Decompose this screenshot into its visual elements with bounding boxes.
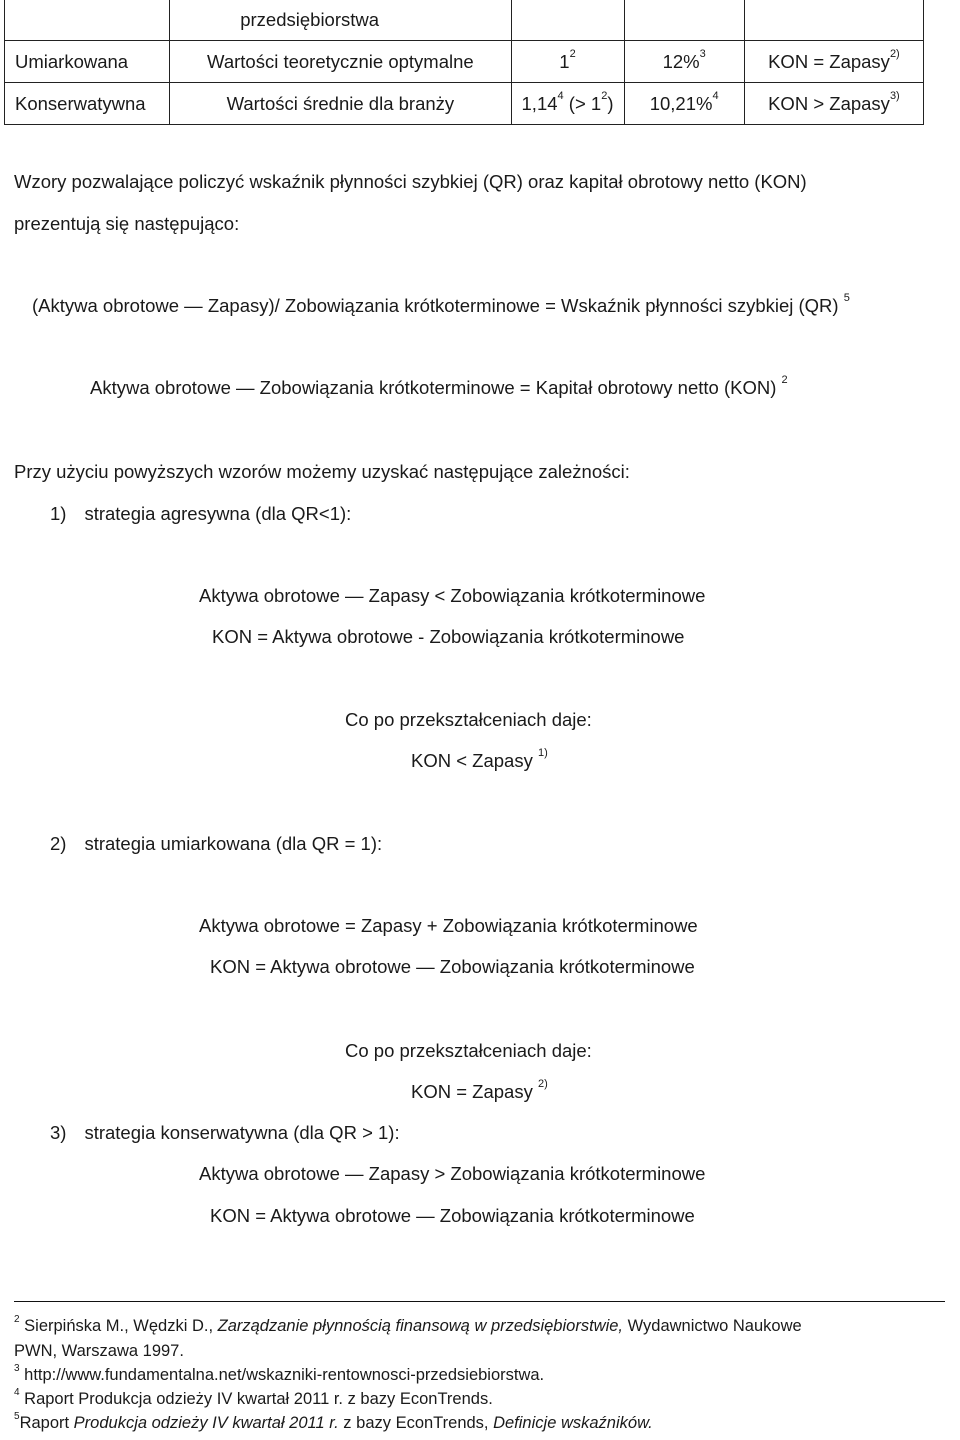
table-cell	[744, 0, 923, 41]
table-cell: KON > Zapasy$^{3)}$	[744, 83, 923, 125]
formula-kon: Aktywa obrotowe — Zobowiązania krótkoterminowe = Kapitał obrotowy netto (KON) $^2$	[90, 374, 788, 398]
table-cell: Konserwatywna	[5, 83, 170, 125]
strategy-table	[4, 0, 924, 125]
table-cell: KON = Zapasy$^{2)}$	[744, 41, 923, 83]
strategy-2-result: KON = Zapasy $^{2)}$	[411, 1078, 548, 1102]
footnote-3: $^3$ http://www.fundamentalna.net/wskazniki-rentownosci-przedsiebiorstwa.	[14, 1363, 545, 1384]
table-cell: przedsiębiorstwa	[170, 0, 511, 41]
strategy-1-formula-2: KON = Aktywa obrotowe - Zobowiązania krótkoterminowe	[212, 626, 685, 647]
table-cell: Wartości średnie dla branży	[170, 83, 511, 125]
table-row	[5, 83, 924, 125]
table-cell	[511, 0, 624, 41]
footnote-separator	[14, 1301, 945, 1302]
table-row	[5, 41, 924, 83]
strategy-3-formula-2: KON = Aktywa obrotowe — Zobowiązania krótkoterminowe	[210, 1205, 695, 1226]
footnote-2-cont: PWN, Warszawa 1997.	[14, 1342, 184, 1360]
table-row	[5, 0, 924, 41]
strategy-1-formula-1: Aktywa obrotowe — Zapasy < Zobowiązania krótkoterminowe	[199, 585, 706, 606]
footnote-5: $^5$Raport Produkcja odzieży IV kwartał 2011 r. z bazy EconTrends, Definicje wskaźników.	[14, 1411, 653, 1432]
footnote-4: $^4$ Raport Produkcja odzieży IV kwartał 2011 r. z bazy EconTrends.	[14, 1387, 493, 1408]
strategy-1-heading: 1) strategia agresywna (dla QR<1):	[50, 503, 352, 524]
intro-line-2: prezentują się następująco:	[14, 213, 240, 234]
table-cell: 12%$^3$	[624, 41, 744, 83]
strategy-1-after: Co po przekształceniach daje:	[345, 709, 592, 730]
relations-intro: Przy użyciu powyższych wzorów możemy uzyskać następujące zależności:	[14, 461, 630, 482]
strategy-2-formula-2: KON = Aktywa obrotowe — Zobowiązania krótkoterminowe	[210, 956, 695, 977]
table-cell: 10,21%$^4$	[624, 83, 744, 125]
strategy-2-after: Co po przekształceniach daje:	[345, 1040, 592, 1061]
strategy-2-formula-1: Aktywa obrotowe = Zapasy + Zobowiązania krótkoterminowe	[199, 915, 698, 936]
table-cell	[5, 0, 170, 41]
table-cell	[624, 0, 744, 41]
formula-qr: (Aktywa obrotowe — Zapasy)/ Zobowiązania krótkoterminowe = Wskaźnik płynności szybkiej (QR) $^5$	[32, 292, 850, 316]
table-cell: 1,14$^4$ (> $1^2$)	[511, 83, 624, 125]
table-cell: Wartości teoretycznie optymalne	[170, 41, 511, 83]
footnote-2: $^2$ Sierpińska M., Wędzki D., Zarządzanie płynnością finansową w przedsiębiorstwie, Wydawnictwo Naukowe	[14, 1314, 802, 1335]
strategy-1-result: KON < Zapasy $^{1)}$	[411, 747, 548, 771]
strategy-2-heading: 2) strategia umiarkowana (dla QR = 1):	[50, 833, 383, 854]
strategy-3-formula-1: Aktywa obrotowe — Zapasy > Zobowiązania krótkoterminowe	[199, 1163, 706, 1184]
strategy-3-heading: 3) strategia konserwatywna (dla QR > 1):	[50, 1122, 400, 1143]
table-cell: $1^2$	[511, 41, 624, 83]
intro-line-1: Wzory pozwalające policzyć wskaźnik płynności szybkiej (QR) oraz kapitał obrotowy netto (KON)	[14, 171, 807, 192]
table-cell: Umiarkowana	[5, 41, 170, 83]
